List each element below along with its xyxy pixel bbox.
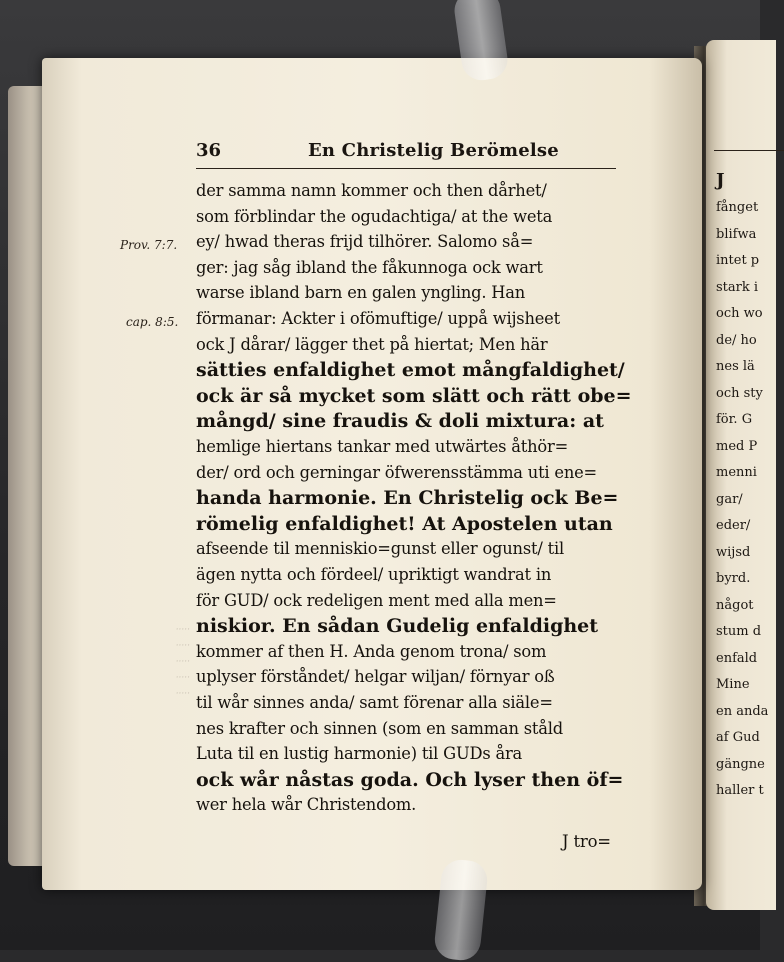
facing-text-line: Mine <box>716 677 750 692</box>
facing-text-line: nes lä <box>716 359 755 374</box>
facing-text-line: gängne <box>716 756 765 772</box>
facing-text-line: menni <box>716 465 757 480</box>
margin-note: Prov. 7:7. <box>120 238 178 252</box>
text-line: handa harmonie. En Christelig ock Be= <box>196 487 619 510</box>
facing-text-line: och sty <box>716 385 763 401</box>
text-line: römelig enfaldighet! At Apostelen utan <box>196 512 613 535</box>
text-line: afseende til menniskio=gunst eller ogunst/ til <box>196 539 564 559</box>
text-line: til wår sinnes anda/ samt förenar alla siäle= <box>196 693 553 712</box>
text-line: der samma namn kommer och then dårhet/ <box>196 181 547 200</box>
text-line: ey/ hwad theras frijd tilhörer. Salomo så= <box>196 232 534 252</box>
page-number: 36 <box>196 140 222 161</box>
text-line: hemlige hiertans tankar med utwärtes åthör= <box>196 437 569 456</box>
facing-text-line: intet p <box>716 253 760 268</box>
bleed-through-text: ····· ····· ····· ····· ····· <box>175 625 190 699</box>
page-header <box>196 140 616 164</box>
facing-text-line: för. G <box>716 412 753 427</box>
text-line: kommer af then H. Anda genom trona/ som <box>196 641 547 661</box>
facing-text-line: blifwa <box>716 226 757 242</box>
text-line: wer hela wår Christendom. <box>196 795 417 815</box>
text-line: som förblindar the ogudachtiga/ at the weta <box>196 206 553 226</box>
facing-page-rule <box>714 150 784 151</box>
facing-text-line: och wo <box>716 306 763 321</box>
text-line: Luta til en lustig harmonie) til GUDs åra <box>196 744 523 764</box>
text-line: der/ ord och gerningar öfwerensstämma uti ene= <box>196 462 598 482</box>
facing-text-line: de/ ho <box>716 332 757 348</box>
text-line: niskior. En sådan Gudelig enfaldighet <box>196 615 599 638</box>
facing-page <box>706 40 776 910</box>
text-line: sätties enfaldighet emot mångfaldighet/ <box>196 359 625 382</box>
facing-text-line: byrd. <box>716 571 751 586</box>
facing-text-line: gar/ <box>716 491 743 507</box>
facing-text-line: enfald <box>716 650 758 666</box>
text-line: nes krafter och sinnen (som en samman ståld <box>196 718 563 738</box>
text-line: ock J dårar/ lägger thet på hiertat; Men här <box>196 334 548 354</box>
text-line: ger: jag såg ibland the fåkunnoga ock wart <box>196 257 543 277</box>
text-line: warse ibland barn en galen yngling. Han <box>196 283 526 303</box>
facing-text-line: J <box>716 170 725 191</box>
margin-note: cap. 8:5. <box>126 315 179 329</box>
text-line: mångd/ sine fraudis & doli mixtura: at <box>196 410 604 433</box>
facing-text-line: en anda <box>716 703 769 719</box>
facing-text-line: med P <box>716 438 758 454</box>
facing-text-line: haller t <box>716 783 764 798</box>
facing-text-line: wijsd <box>716 544 751 560</box>
catchword: J tro= <box>562 832 611 851</box>
facing-text-line: fånget <box>716 200 759 215</box>
text-line: för GUD/ ock redeligen ment med alla men= <box>196 590 557 610</box>
running-title: En Christelig Berömelse <box>308 140 559 161</box>
text-line: uplyser förståndet/ helgar wiljan/ förnyar oß <box>196 667 555 687</box>
facing-text-line: af Gud <box>716 730 760 745</box>
header-rule <box>196 168 616 169</box>
text-line: ock wår nåstas goda. Och lyser then öf= <box>196 768 624 791</box>
facing-text-line: stark i <box>716 279 759 295</box>
text-line: ägen nytta och fördeel/ upriktigt wandrat in <box>196 565 552 584</box>
facing-text-line: eder/ <box>716 518 751 533</box>
text-line: ock är så mycket som slätt och rätt obe= <box>196 384 632 407</box>
text-line: förmanar: Ackter i ofömuftige/ uppå wijsheet <box>196 309 560 328</box>
facing-text-line: något <box>716 597 754 613</box>
facing-text-line: stum d <box>716 624 762 639</box>
